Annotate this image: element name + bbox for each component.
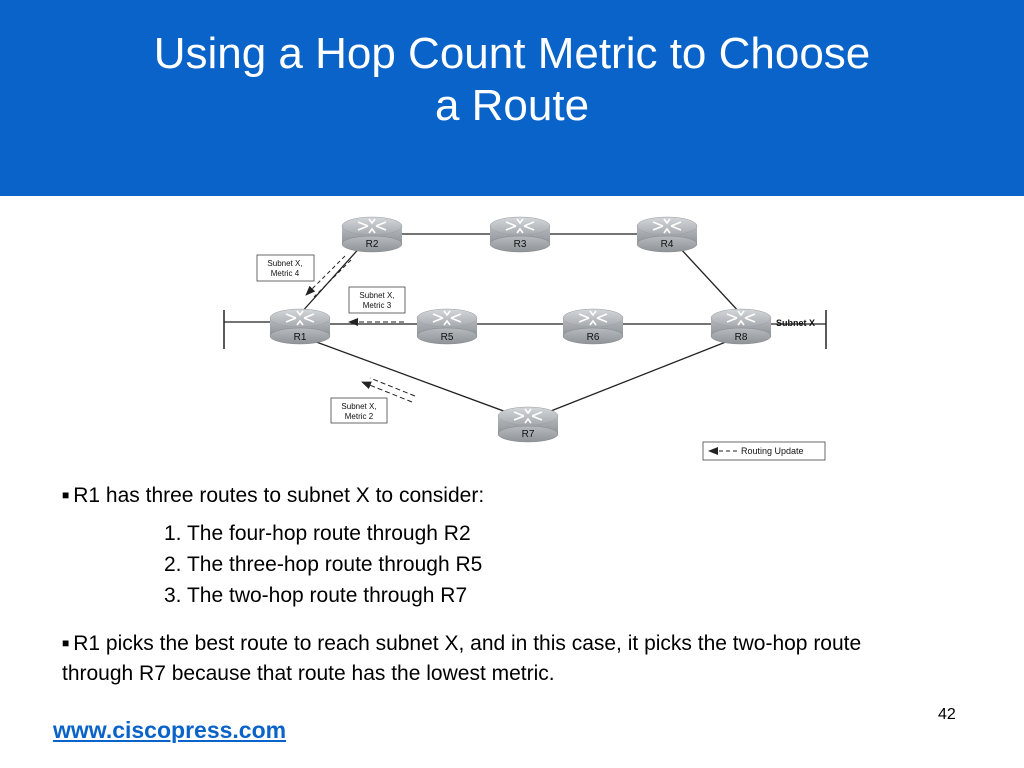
update-metric-3-line-1: Subnet X, xyxy=(359,291,395,300)
update-metric-2-line-1: Subnet X, xyxy=(341,402,377,411)
update-metric-3 xyxy=(349,287,405,313)
router-r8-label: R8 xyxy=(734,332,748,343)
router-r8 xyxy=(711,309,771,344)
page-number: 42 xyxy=(938,706,956,723)
update-metric-2-line-2: Metric 2 xyxy=(344,412,374,421)
link-r7-r8 xyxy=(528,336,741,420)
router-r3 xyxy=(490,217,550,252)
left-network-segment xyxy=(224,310,277,349)
bullet-best-route-text: R1 picks the best route to reach subnet X, and in this case, it picks the two-hop route through R7 because that route has the lowest metric. xyxy=(62,632,862,685)
subnet-x-label: Subnet X xyxy=(776,318,816,328)
update-metric-4-line-1: Subnet X, xyxy=(267,259,303,268)
router-r7 xyxy=(498,407,558,442)
bullet-best-route xyxy=(62,628,902,689)
router-r4 xyxy=(637,217,697,252)
legend xyxy=(703,442,825,460)
links xyxy=(300,234,741,420)
title-banner xyxy=(0,0,1024,196)
route-item-3: 3. The two-hop route through R7 xyxy=(164,584,468,607)
router-r1-label: R1 xyxy=(293,332,307,343)
router-r7-label: R7 xyxy=(521,429,535,440)
network-diagram xyxy=(0,196,1024,468)
router-r4-label: R4 xyxy=(660,239,674,250)
router-r2-label: R2 xyxy=(365,239,379,250)
router-r6-label: R6 xyxy=(586,332,600,343)
slide-title-line-1: Using a Hop Count Metric to Choose xyxy=(153,29,871,78)
bullet-square-icon: ■ xyxy=(62,636,70,650)
subnet-x-segment xyxy=(765,310,826,349)
update-arrow-r7-to-r1-shadow xyxy=(370,378,415,396)
update-metric-4 xyxy=(257,255,314,281)
route-item-1: 1. The four-hop route through R2 xyxy=(164,522,471,545)
footer-website-link[interactable]: www.ciscopress.com xyxy=(53,717,287,743)
route-item-2: 2. The three-hop route through R5 xyxy=(164,553,483,576)
router-r5 xyxy=(417,309,477,344)
router-r3-label: R3 xyxy=(513,239,527,250)
legend-label: Routing Update xyxy=(741,446,804,456)
bullet-routes-intro-text: R1 has three routes to subnet X to consider: xyxy=(73,484,485,507)
route-list xyxy=(164,518,482,611)
update-metric-2 xyxy=(331,398,387,423)
router-r1 xyxy=(270,309,330,344)
slide-title-line-2: a Route xyxy=(434,81,590,130)
slide-title xyxy=(0,28,1024,132)
bullet-square-icon: ■ xyxy=(62,488,70,502)
router-r6 xyxy=(563,309,623,344)
router-r5-label: R5 xyxy=(440,332,454,343)
router-r2 xyxy=(342,217,402,252)
update-metric-3-line-2: Metric 3 xyxy=(362,301,392,310)
bullet-routes-intro xyxy=(62,482,484,509)
update-metric-4-line-2: Metric 4 xyxy=(270,269,300,278)
